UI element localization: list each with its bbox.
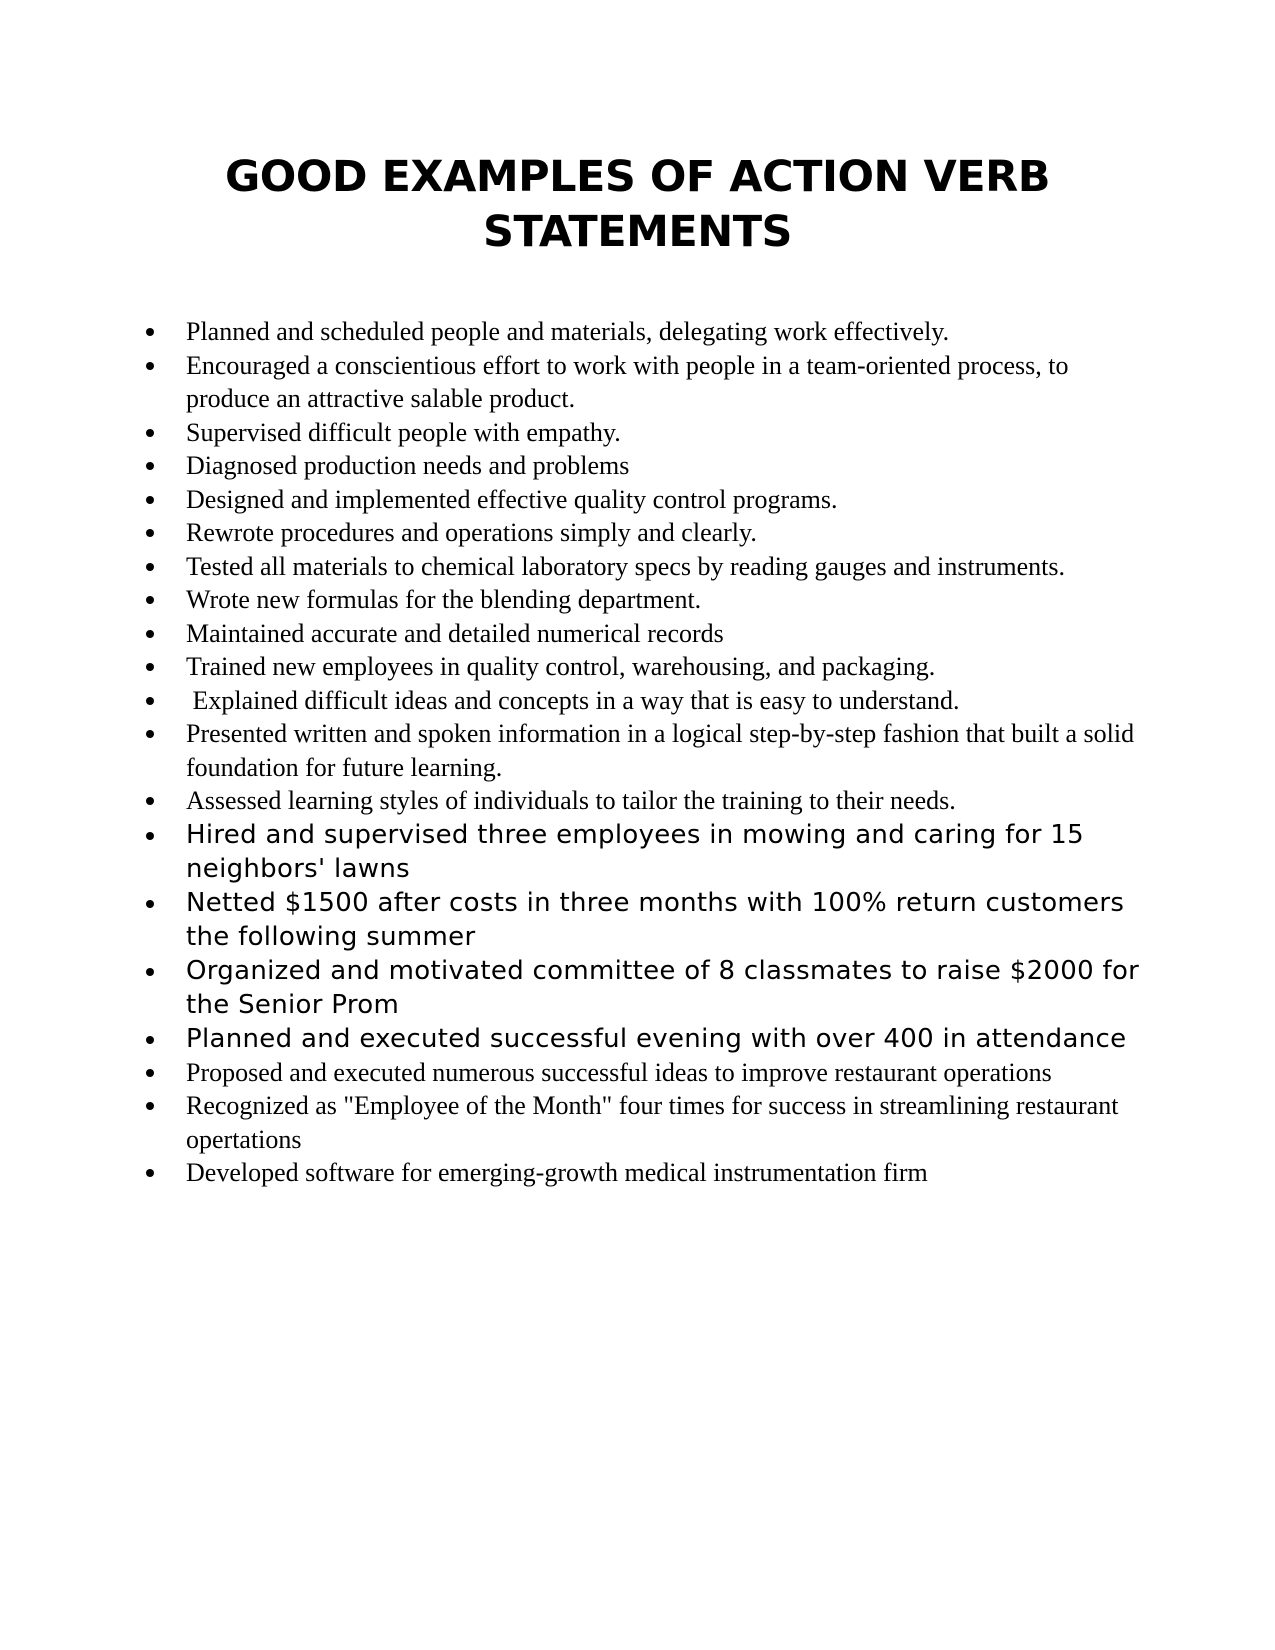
list-item-text: Developed software for emerging-growth medical instrumentation firm [186,1158,928,1187]
bullet-icon [146,596,154,604]
list-item [140,583,1150,617]
list-item-text: Rewrote procedures and operations simply and clearly. [186,518,757,547]
list-item [140,1022,1150,1056]
list-item-text: Maintained accurate and detailed numerical records [186,618,724,648]
list-item [140,1156,1150,1190]
list-item [140,954,1150,1022]
list-item-text: Organized and motivated committee of 8 classmates to raise $2000 for the Senior Prom [186,955,1140,1020]
list-item-text: Designed and implemented effective quality control programs. [186,484,838,514]
list-item [140,416,1150,450]
list-item [140,717,1150,784]
bullet-icon [146,1169,154,1177]
bullet-icon [146,730,154,738]
bullet-icon [146,328,154,336]
list-item [140,1056,1150,1090]
bullet-icon [146,1102,154,1110]
bullet-icon [146,832,154,840]
list-item-text: Tested all materials to chemical laboratory specs by reading gauges and instruments. [186,551,1066,581]
bullet-icon [146,362,154,370]
bullet-list [140,315,1150,1190]
bullet-icon [146,462,154,470]
list-item-text: Proposed and executed numerous successful ideas to improve restaurant operations [186,1057,1052,1087]
list-item-text: Recognized as "Employee of the Month" four times for success in streamlining restaurant opertations [186,1091,1119,1154]
list-item [140,516,1150,550]
list-item-text: Presented written and spoken information in a logical step-by-step fashion that built a solid foundation for future learning. [186,719,1135,782]
list-item-text: Planned and executed successful evening with over 400 in attendance [186,1023,1127,1054]
bullet-icon [146,563,154,571]
title-line-2: STATEMENTS [482,207,793,257]
title-line-1: GOOD EXAMPLES OF ACTION VERB [224,152,1050,202]
list-item-text: Netted $1500 after costs in three months with 100% return customers the following summer [186,887,1125,952]
list-item [140,483,1150,517]
list-item [140,315,1150,349]
list-item [140,650,1150,684]
list-item-text: Diagnosed production needs and problems [186,451,630,480]
list-item [140,818,1150,886]
bullet-icon [146,663,154,671]
list-item-text: Encouraged a conscientious effort to work with people in a team-oriented process, to produce an attractive salable product. [186,350,1069,413]
list-item [140,1089,1150,1156]
bullet-icon [146,1069,154,1077]
list-item-text: Trained new employees in quality control, warehousing, and packaging. [186,652,936,681]
list-item [140,684,1150,718]
bullet-icon [146,968,154,976]
list-item-text: Hired and supervised three employees in mowing and caring for 15 neighbors' lawns [186,819,1084,884]
bullet-icon [146,697,154,705]
bullet-icon [146,496,154,504]
bullet-icon [146,529,154,537]
list-item [140,349,1150,416]
page-title [140,150,1135,260]
list-item [140,784,1150,818]
list-item-text: Explained difficult ideas and concepts in a way that is easy to understand. [186,685,960,715]
list-item [140,617,1150,651]
bullet-icon [146,630,154,638]
list-item [140,550,1150,584]
list-item-text: Assessed learning styles of individuals to tailor the training to their needs. [186,786,956,815]
bullet-icon [146,429,154,437]
list-item-text: Supervised difficult people with empathy. [186,417,621,447]
list-item-text: Planned and scheduled people and materials, delegating work effectively. [186,317,950,346]
bullet-icon [146,797,154,805]
bullet-icon [146,900,154,908]
list-item-text: Wrote new formulas for the blending department. [186,585,702,614]
list-item [140,449,1150,483]
bullet-icon [146,1036,154,1044]
list-item [140,886,1150,954]
